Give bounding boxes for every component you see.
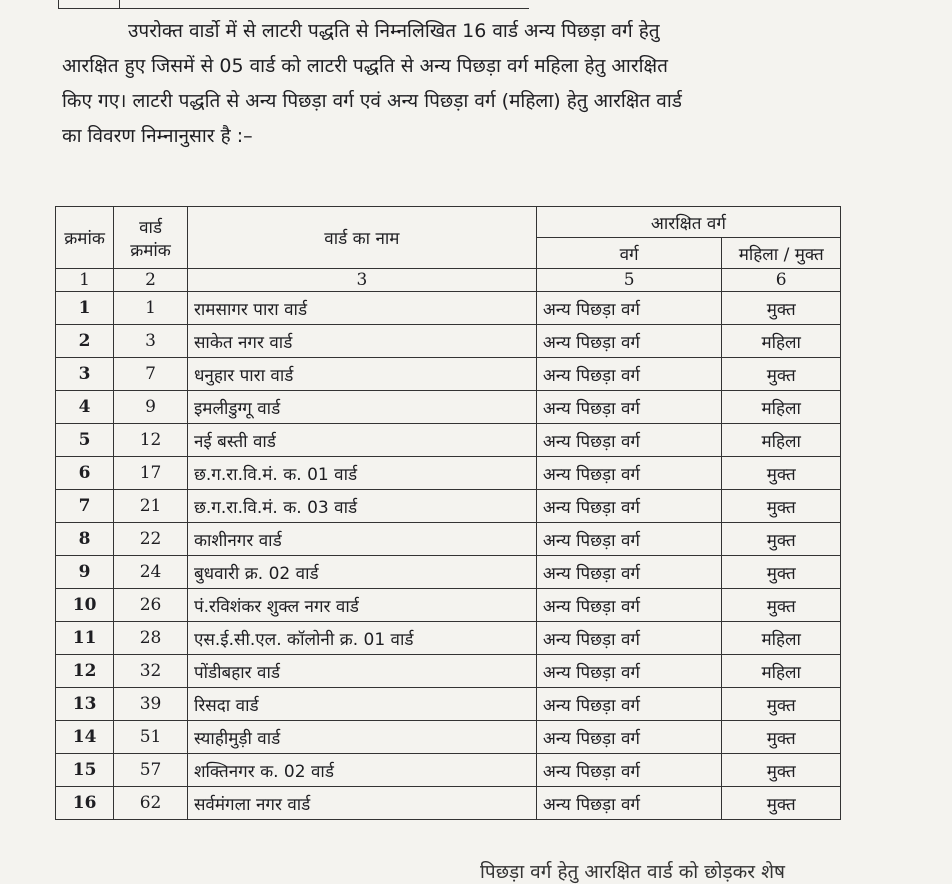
cell-status: मुक्त [722,490,841,523]
cell-ward-name: सर्वमंगला नगर वार्ड [187,787,536,820]
cell-serial: 4 [56,391,114,424]
cell-serial: 11 [56,622,114,655]
cell-serial: 12 [56,655,114,688]
cell-serial: 16 [56,787,114,820]
column-number: 6 [722,269,841,292]
table-row [56,688,841,721]
cell-ward-number: 9 [114,391,188,424]
cell-ward-name: पोंडीबहार वार्ड [187,655,536,688]
table-row [56,424,841,457]
cell-status: मुक्त [722,787,841,820]
cell-ward-name: छ.ग.रा.वि.मं. क. 01 वार्ड [187,457,536,490]
header-ward-number-line1: वार्ड [139,217,163,238]
cell-class: अन्य पिछड़ा वर्ग [536,490,722,523]
cell-class: अन्य पिछड़ा वर्ग [536,688,722,721]
cell-class: अन्य पिछड़ा वर्ग [536,589,722,622]
cell-class: अन्य पिछड़ा वर्ग [536,325,722,358]
cell-ward-name: काशीनगर वार्ड [187,523,536,556]
header-ward-name: वार्ड का नाम [187,207,536,269]
intro-paragraph [62,14,862,154]
cell-class: अन्य पिछड़ा वर्ग [536,358,722,391]
table-row [56,655,841,688]
cell-ward-name: रिसदा वार्ड [187,688,536,721]
column-number: 2 [114,269,188,292]
column-number: 3 [187,269,536,292]
reserved-wards-table [55,206,841,820]
column-number: 1 [56,269,114,292]
cell-status: मुक्त [722,754,841,787]
cell-ward-number: 32 [114,655,188,688]
header-status: महिला / मुक्त [722,238,841,269]
cell-ward-number: 12 [114,424,188,457]
previous-table-remnant [58,0,529,9]
cell-ward-number: 21 [114,490,188,523]
cell-ward-number: 26 [114,589,188,622]
cell-status: महिला [722,622,841,655]
cell-ward-number: 17 [114,457,188,490]
paragraph-line-3: किए गए। लाटरी पद्धति से अन्य पिछड़ा वर्ग एवं अन्य पिछड़ा वर्ग (महिला) हेतु आरक्षित वार्ड [62,90,682,112]
cell-status: मुक्त [722,358,841,391]
table-row [56,391,841,424]
table-row [56,325,841,358]
cell-class: अन्य पिछड़ा वर्ग [536,424,722,457]
cell-class: अन्य पिछड़ा वर्ग [536,523,722,556]
header-reserved-class: आरक्षित वर्ग [536,207,840,238]
column-number: 5 [536,269,722,292]
table-row [56,589,841,622]
cell-ward-name: धनुहार पारा वार्ड [187,358,536,391]
cell-status: महिला [722,655,841,688]
cell-ward-number: 57 [114,754,188,787]
header-ward-number [114,207,188,269]
cell-status: मुक्त [722,292,841,325]
cell-ward-name: इमलीडुग्गू वार्ड [187,391,536,424]
cell-ward-name: बुधवारी क्र. 02 वार्ड [187,556,536,589]
cell-class: अन्य पिछड़ा वर्ग [536,754,722,787]
cell-class: अन्य पिछड़ा वर्ग [536,721,722,754]
cell-ward-name: साकेत नगर वार्ड [187,325,536,358]
cell-ward-number: 7 [114,358,188,391]
cell-class: अन्य पिछड़ा वर्ग [536,457,722,490]
table-row [56,721,841,754]
next-paragraph-fragment: पिछड़ा वर्ग हेतु आरक्षित वार्ड को छोड़कर शेष [480,861,785,883]
cell-status: मुक्त [722,523,841,556]
cell-serial: 2 [56,325,114,358]
cell-ward-number: 28 [114,622,188,655]
cell-ward-name: पं.रविशंकर शुक्ल नगर वार्ड [187,589,536,622]
cell-status: महिला [722,424,841,457]
table-row [56,556,841,589]
cell-class: अन्य पिछड़ा वर्ग [536,556,722,589]
cell-serial: 7 [56,490,114,523]
cell-ward-name: शक्तिनगर क. 02 वार्ड [187,754,536,787]
header-ward-number-line2: क्रमांक [130,240,171,261]
paragraph-line-4: का विवरण निम्नानुसार है :– [62,125,253,147]
table-row [56,754,841,787]
table-body [56,292,841,820]
cell-status: महिला [722,391,841,424]
cell-ward-number: 3 [114,325,188,358]
paragraph-line-1: उपरोक्त वार्डो में से लाटरी पद्धति से निम्नलिखित 16 वार्ड अन्य पिछड़ा वर्ग हेतु [128,20,660,42]
cell-ward-name: एस.ई.सी.एल. कॉलोनी क्र. 01 वार्ड [187,622,536,655]
cell-class: अन्य पिछड़ा वर्ग [536,787,722,820]
cell-serial: 13 [56,688,114,721]
cell-ward-number: 39 [114,688,188,721]
cell-serial: 5 [56,424,114,457]
paragraph-line-2: आरक्षित हुए जिसमें से 05 वार्ड को लाटरी पद्धति से अन्य पिछड़ा वर्ग महिला हेतु आरक्षित [62,55,668,77]
cell-status: मुक्त [722,457,841,490]
cell-ward-name: छ.ग.रा.वि.मं. क. 03 वार्ड [187,490,536,523]
cell-serial: 15 [56,754,114,787]
cell-class: अन्य पिछड़ा वर्ग [536,292,722,325]
table-row [56,457,841,490]
cell-ward-number: 62 [114,787,188,820]
cell-ward-number: 1 [114,292,188,325]
cell-serial: 10 [56,589,114,622]
table-row [56,787,841,820]
table-row [56,523,841,556]
header-serial: क्रमांक [56,207,114,269]
cell-class: अन्य पिछड़ा वर्ग [536,622,722,655]
cell-serial: 8 [56,523,114,556]
cell-serial: 3 [56,358,114,391]
cell-ward-name: रामसागर पारा वार्ड [187,292,536,325]
cell-ward-name: स्याहीमुड़ी वार्ड [187,721,536,754]
table-row [56,358,841,391]
cell-class: अन्य पिछड़ा वर्ग [536,655,722,688]
cell-status: मुक्त [722,688,841,721]
cell-status: मुक्त [722,589,841,622]
cell-ward-name: नई बस्ती वार्ड [187,424,536,457]
cell-serial: 9 [56,556,114,589]
cell-status: मुक्त [722,721,841,754]
header-class: वर्ग [536,238,722,269]
cell-class: अन्य पिछड़ा वर्ग [536,391,722,424]
cell-status: महिला [722,325,841,358]
cell-ward-number: 24 [114,556,188,589]
cell-serial: 6 [56,457,114,490]
cell-status: मुक्त [722,556,841,589]
table-row [56,490,841,523]
table-row [56,622,841,655]
cell-ward-number: 22 [114,523,188,556]
cell-serial: 14 [56,721,114,754]
table-row [56,292,841,325]
cell-ward-number: 51 [114,721,188,754]
cell-serial: 1 [56,292,114,325]
